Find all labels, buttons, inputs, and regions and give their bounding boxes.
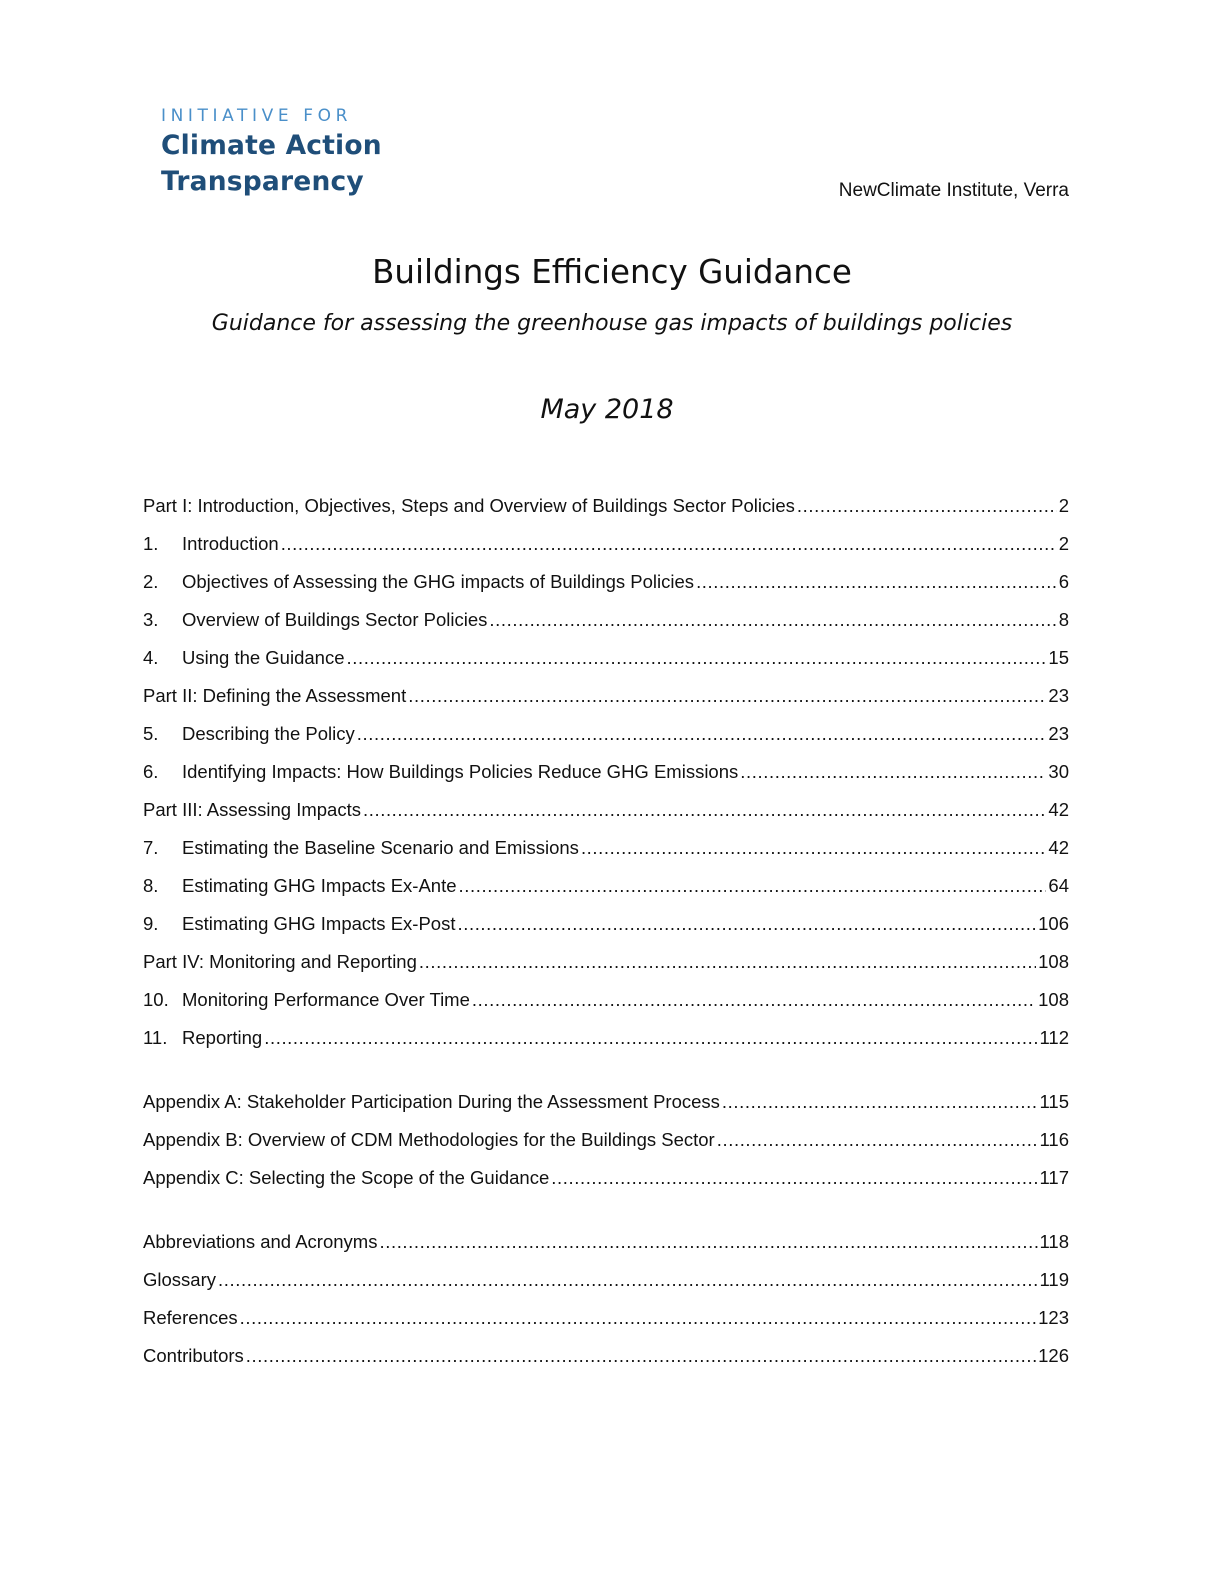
authors: NewClimate Institute, Verra xyxy=(838,180,1069,201)
toc-leader-dots xyxy=(472,987,1036,1013)
toc-entry-number: 11. xyxy=(143,1027,168,1048)
toc-entry-label: Part II: Defining the Assessment xyxy=(143,685,407,706)
toc-entry-label: References xyxy=(143,1307,238,1328)
toc-entry-number: 10. xyxy=(143,989,169,1010)
toc-leader-dots xyxy=(696,569,1057,595)
toc-leader-dots xyxy=(717,1127,1038,1153)
logo-line-initiative: INITIATIVE FOR xyxy=(161,106,352,126)
toc-entry-label: Contributors xyxy=(143,1345,244,1366)
toc-entry-references[interactable] xyxy=(143,1305,1069,1331)
toc-leader-dots xyxy=(581,835,1046,861)
toc-entry-chapter-10[interactable] xyxy=(143,987,1069,1013)
toc-entry-part-1[interactable] xyxy=(143,493,1069,519)
toc-entry-label: Overview of Buildings Sector Policies xyxy=(182,609,488,630)
toc-leader-dots xyxy=(379,1229,1037,1255)
toc-leader-dots xyxy=(740,759,1046,785)
toc-entry-chapter-8[interactable] xyxy=(143,873,1069,899)
toc-entry-chapter-2[interactable] xyxy=(143,569,1069,595)
toc-entry-label: Monitoring Performance Over Time xyxy=(182,989,470,1010)
toc-leader-dots xyxy=(347,645,1047,671)
toc-entry-chapter-11[interactable] xyxy=(143,1025,1069,1051)
toc-entry-page: 108 xyxy=(1038,989,1069,1010)
toc-entry-number: 6. xyxy=(143,761,159,782)
toc-entry-label: Describing the Policy xyxy=(182,723,355,744)
toc-entry-appendix-a[interactable] xyxy=(143,1089,1069,1115)
toc-entry-page: 42 xyxy=(1048,837,1069,858)
toc-leader-dots xyxy=(797,493,1057,519)
toc-entry-page: 2 xyxy=(1058,495,1069,516)
toc-entry-label: Estimating the Baseline Scenario and Emissions xyxy=(182,837,579,858)
toc-entry-page: 30 xyxy=(1048,761,1069,782)
toc-entry-glossary[interactable] xyxy=(143,1267,1069,1293)
table-of-contents xyxy=(143,493,1069,1381)
toc-entry-label: Part I: Introduction, Objectives, Steps and Overview of Buildings Sector Policies xyxy=(143,495,795,516)
toc-leader-dots xyxy=(551,1165,1037,1191)
toc-entry-page: 123 xyxy=(1038,1307,1069,1328)
toc-entry-contributors[interactable] xyxy=(143,1343,1069,1369)
toc-entry-page: 6 xyxy=(1058,571,1069,592)
document-subtitle: Guidance for assessing the greenhouse gas impacts of buildings policies xyxy=(211,311,1013,336)
toc-entry-abbreviations[interactable] xyxy=(143,1229,1069,1255)
toc-entry-chapter-5[interactable] xyxy=(143,721,1069,747)
toc-entry-label: Appendix A: Stakeholder Participation During the Assessment Process xyxy=(143,1091,720,1112)
toc-leader-dots xyxy=(489,607,1056,633)
toc-entry-page: 116 xyxy=(1039,1129,1069,1150)
toc-entry-label: Objectives of Assessing the GHG impacts of Buildings Policies xyxy=(182,571,695,592)
toc-entry-label: Using the Guidance xyxy=(182,647,345,668)
document-title: Buildings Efficiency Guidance xyxy=(372,253,852,291)
toc-entry-page: 119 xyxy=(1039,1269,1069,1290)
toc-entry-chapter-6[interactable] xyxy=(143,759,1069,785)
toc-leader-dots xyxy=(459,873,1047,899)
toc-leader-dots xyxy=(246,1343,1036,1369)
toc-entry-chapter-1[interactable] xyxy=(143,531,1069,557)
toc-entry-label: Identifying Impacts: How Buildings Policies Reduce GHG Emissions xyxy=(182,761,739,782)
toc-entry-part-3[interactable] xyxy=(143,797,1069,823)
toc-entry-number: 9. xyxy=(143,913,159,934)
toc-entry-label: Reporting xyxy=(182,1027,263,1048)
toc-entry-label: Estimating GHG Impacts Ex-Post xyxy=(182,913,456,934)
toc-entry-number: 7. xyxy=(143,837,159,858)
toc-entry-part-2[interactable] xyxy=(143,683,1069,709)
toc-entry-page: 112 xyxy=(1039,1027,1069,1048)
toc-leader-dots xyxy=(363,797,1046,823)
toc-entry-label: Appendix C: Selecting the Scope of the Guidance xyxy=(143,1167,550,1188)
toc-leader-dots xyxy=(218,1267,1038,1293)
toc-entry-page: 117 xyxy=(1039,1167,1069,1188)
toc-entry-page: 8 xyxy=(1058,609,1069,630)
toc-leader-dots xyxy=(240,1305,1037,1331)
toc-entry-label: Estimating GHG Impacts Ex-Ante xyxy=(182,875,457,896)
toc-entry-page: 106 xyxy=(1038,913,1069,934)
toc-entry-number: 1. xyxy=(143,533,159,554)
publication-date: May 2018 xyxy=(540,394,674,425)
toc-leader-dots xyxy=(419,949,1036,975)
toc-entry-label: Introduction xyxy=(182,533,279,554)
toc-entry-chapter-9[interactable] xyxy=(143,911,1069,937)
toc-entry-label: Glossary xyxy=(143,1269,216,1290)
toc-leader-dots xyxy=(357,721,1047,747)
toc-leader-dots xyxy=(457,911,1036,937)
toc-entry-number: 2. xyxy=(143,571,159,592)
ica-logo xyxy=(161,104,421,200)
toc-entry-chapter-7[interactable] xyxy=(143,835,1069,861)
toc-entry-page: 15 xyxy=(1048,647,1069,668)
toc-entry-chapter-4[interactable] xyxy=(143,645,1069,671)
toc-entry-page: 126 xyxy=(1038,1345,1069,1366)
toc-leader-dots xyxy=(408,683,1046,709)
toc-entry-page: 2 xyxy=(1058,533,1069,554)
toc-entry-number: 5. xyxy=(143,723,159,744)
toc-entry-appendix-c[interactable] xyxy=(143,1165,1069,1191)
toc-entry-appendix-b[interactable] xyxy=(143,1127,1069,1153)
toc-entry-chapter-3[interactable] xyxy=(143,607,1069,633)
toc-entry-label: Part III: Assessing Impacts xyxy=(143,799,361,820)
toc-entry-number: 4. xyxy=(143,647,159,668)
toc-entry-label: Abbreviations and Acronyms xyxy=(143,1231,378,1252)
toc-entry-page: 64 xyxy=(1048,875,1069,896)
toc-entry-label: Part IV: Monitoring and Reporting xyxy=(143,951,417,972)
toc-entry-page: 23 xyxy=(1048,723,1069,744)
toc-entry-part-4[interactable] xyxy=(143,949,1069,975)
toc-entry-number: 8. xyxy=(143,875,159,896)
toc-entry-page: 115 xyxy=(1039,1091,1069,1112)
logo-line-climate-action: Climate Action xyxy=(161,130,382,161)
toc-entry-page: 42 xyxy=(1048,799,1069,820)
toc-leader-dots xyxy=(264,1025,1037,1051)
toc-entry-label: Appendix B: Overview of CDM Methodologies for the Buildings Sector xyxy=(143,1129,715,1150)
toc-entry-page: 108 xyxy=(1038,951,1069,972)
toc-entry-page: 118 xyxy=(1039,1231,1069,1252)
toc-leader-dots xyxy=(722,1089,1038,1115)
logo-line-transparency: Transparency xyxy=(161,166,364,197)
toc-entry-number: 3. xyxy=(143,609,159,630)
toc-leader-dots xyxy=(281,531,1057,557)
toc-entry-page: 23 xyxy=(1048,685,1069,706)
